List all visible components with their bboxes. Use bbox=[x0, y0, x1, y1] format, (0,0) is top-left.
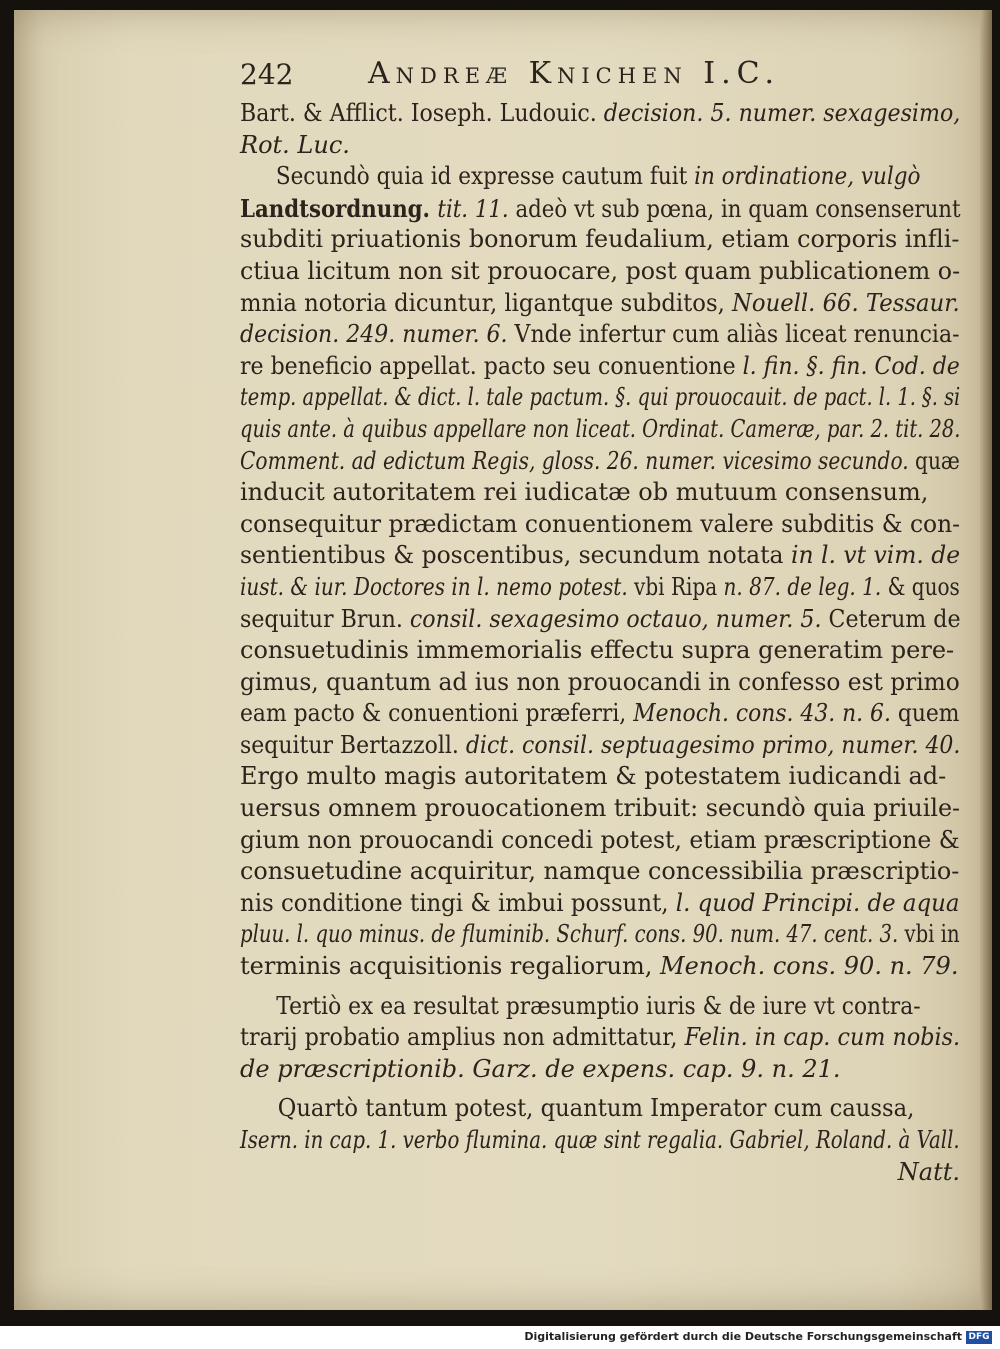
citation-text: pluu. l. quo minus. de fluminib. Schurf. cons. 90. num. 47. cent. 3. bbox=[240, 920, 899, 949]
text-line bbox=[240, 477, 960, 509]
roman-text: Tertiò ex ea resultat præsumptio iuris & de iure vt contra- bbox=[276, 991, 921, 1020]
roman-text: vbi in bbox=[898, 920, 960, 949]
blackletter-word: Landtsordnung. bbox=[240, 193, 438, 223]
funding-credit: Digitalisierung gefördert durch die Deutsche Forschungsgemeinschaft bbox=[524, 1330, 962, 1343]
text-line bbox=[240, 856, 960, 888]
citation-text: Menoch. cons. 43. n. 6. bbox=[633, 699, 891, 728]
text-line bbox=[240, 319, 960, 351]
text-line bbox=[240, 1022, 961, 1054]
roman-text: sequitur Bertazzoll. bbox=[240, 730, 466, 759]
roman-text: gium non prouocandi concedi potest, etiam præscriptione & bbox=[240, 825, 960, 854]
text-line bbox=[240, 888, 960, 920]
roman-text: nis conditione tingi & imbui possunt, bbox=[240, 888, 676, 917]
citation-text: in l. vt vim. de bbox=[790, 541, 961, 570]
text-line bbox=[240, 951, 960, 983]
citation-text: in ordinatione, vulgò bbox=[694, 162, 921, 191]
text-line bbox=[240, 382, 961, 414]
roman-text: sentientibus & poscentibus, secundum notata bbox=[240, 541, 791, 570]
citation-text: tit. 11. bbox=[437, 194, 509, 223]
roman-text: vbi Ripa bbox=[627, 572, 724, 601]
text-line bbox=[240, 224, 960, 256]
text-line bbox=[240, 98, 961, 130]
roman-text: terminis acquisitionis regaliorum, bbox=[240, 952, 661, 981]
text-line bbox=[240, 414, 961, 446]
citation-text: Menoch. cons. 90. n. 79. bbox=[660, 952, 959, 981]
paragraph-start-line bbox=[240, 161, 921, 193]
text-line bbox=[240, 572, 960, 604]
text-line bbox=[240, 509, 961, 541]
citation-text: decision. 5. numer. sexagesimo, bbox=[603, 99, 961, 127]
roman-text: Vnde infertur cum aliàs liceat renuncia- bbox=[507, 320, 960, 349]
text-line bbox=[240, 256, 961, 288]
citation-text: dict. consil. septuagesimo primo, numer. 40. bbox=[465, 730, 961, 759]
digitization-footer bbox=[0, 1326, 1000, 1349]
page-gutter-shadow bbox=[980, 10, 992, 1310]
roman-text: consequitur prædictam conuentionem valere subditis & con- bbox=[240, 509, 961, 538]
text-line bbox=[240, 635, 960, 667]
citation-text: temp. appellat. & dict. l. tale pactum. §. qui prouocauit. de pact. l. 1. §. si bbox=[240, 383, 961, 412]
citation-text: l. fin. §. fin. Cod. de bbox=[742, 351, 960, 380]
running-title: Andreæ Knichen I.C. bbox=[368, 56, 781, 91]
citation-text: decision. 249. numer. 6. bbox=[240, 320, 508, 349]
roman-text: adeò vt sub pœna, in quam consenserunt bbox=[508, 194, 961, 223]
text-line bbox=[240, 193, 961, 225]
roman-text: uersus omnem prouocationem tribuit: secundò quia priuile- bbox=[240, 794, 961, 823]
roman-text: quæ bbox=[908, 446, 960, 475]
citation-text: Felin. in cap. cum nobis. bbox=[684, 1023, 961, 1052]
citation-text: Isern. in cap. 1. verbo flumina. quæ sint regalia. Gabriel, Roland. à Vall. bbox=[240, 1126, 960, 1154]
text-line bbox=[240, 288, 960, 320]
text-line bbox=[240, 1054, 960, 1086]
text-line bbox=[240, 540, 961, 572]
text-line bbox=[240, 446, 960, 478]
text-line bbox=[240, 730, 961, 762]
citation-text: consil. sexagesimo octauo, numer. 5. bbox=[409, 604, 822, 633]
paragraph-start-line bbox=[240, 1093, 920, 1125]
citation-text: quis ante. à quibus appellare non liceat. Ordinat. Cameræ, par. 2. tit. 28. bbox=[240, 414, 961, 443]
roman-text: quem bbox=[890, 699, 960, 728]
text-line bbox=[240, 351, 960, 383]
text-line bbox=[240, 604, 961, 636]
citation-text: iust. & iur. Doctores in l. nemo potest. bbox=[240, 572, 628, 601]
citation-text: n. 87. de leg. 1. bbox=[723, 572, 882, 601]
roman-text: Ergo multo magis autoritatem & potestatem iudicandi ad- bbox=[240, 762, 947, 791]
page-number: 242 bbox=[240, 58, 294, 91]
roman-text: consuetudinis immemorialis effectu supra generatim pere- bbox=[240, 636, 955, 665]
citation-text: Rot. Luc. bbox=[240, 130, 350, 159]
text-line bbox=[240, 1125, 960, 1157]
citation-text: Nouell. 66. Tessaur. bbox=[732, 288, 960, 317]
roman-text: subditi priuationis bonorum feudalium, etiam corporis infli- bbox=[240, 225, 960, 254]
text-line bbox=[240, 919, 960, 951]
roman-text: sequitur Brun. bbox=[240, 604, 410, 633]
roman-text: Secundò quia id expresse cautum fuit bbox=[275, 162, 695, 191]
roman-text: ctiua licitum non sit prouocare, post quam publicationem o- bbox=[240, 256, 961, 285]
roman-text: Bart. & Afflict. Ioseph. Ludouic. bbox=[240, 99, 604, 127]
text-line bbox=[240, 761, 960, 793]
paragraph-start-line bbox=[240, 991, 921, 1023]
roman-text: trarij probatio amplius non admittatur, bbox=[240, 1023, 685, 1052]
text-line bbox=[240, 793, 961, 825]
roman-text: gimus, quantum ad ius non prouocandi in confesso est primo bbox=[240, 667, 960, 696]
roman-text: consuetudine acquiritur, namque concessibilia præscriptio- bbox=[240, 857, 960, 886]
text-line bbox=[240, 825, 960, 857]
roman-text: eam pacto & conuentioni præferri, bbox=[240, 699, 634, 728]
dfg-logo: DFG bbox=[966, 1331, 992, 1344]
text-line bbox=[240, 698, 960, 730]
citation-text: Comment. ad edictum Regis, gloss. 26. numer. vicesimo secundo. bbox=[240, 446, 909, 475]
citation-text: de præscriptionib. Garz. de expens. cap. 9. n. 21. bbox=[240, 1054, 841, 1083]
text-line bbox=[240, 667, 960, 699]
text-line bbox=[240, 130, 960, 162]
roman-text: Quartò tantum potest, quantum Imperator cum caussa, bbox=[277, 1094, 915, 1123]
page-body bbox=[240, 98, 960, 1188]
citation-text: l. quod Principi. de aqua bbox=[675, 888, 960, 917]
running-header bbox=[240, 56, 970, 96]
roman-text: Ceterum de bbox=[821, 604, 961, 633]
roman-text: & quos bbox=[881, 572, 960, 601]
roman-text: re beneficio appellat. pacto seu conuentione bbox=[240, 351, 743, 380]
catchword-line bbox=[240, 1157, 960, 1189]
roman-text: inducit autoritatem rei iudicatæ ob mutuum consensum, bbox=[240, 478, 929, 507]
roman-text: mnia notoria dicuntur, ligantque subditos, bbox=[240, 288, 733, 317]
catchword: Natt. bbox=[897, 1157, 960, 1186]
